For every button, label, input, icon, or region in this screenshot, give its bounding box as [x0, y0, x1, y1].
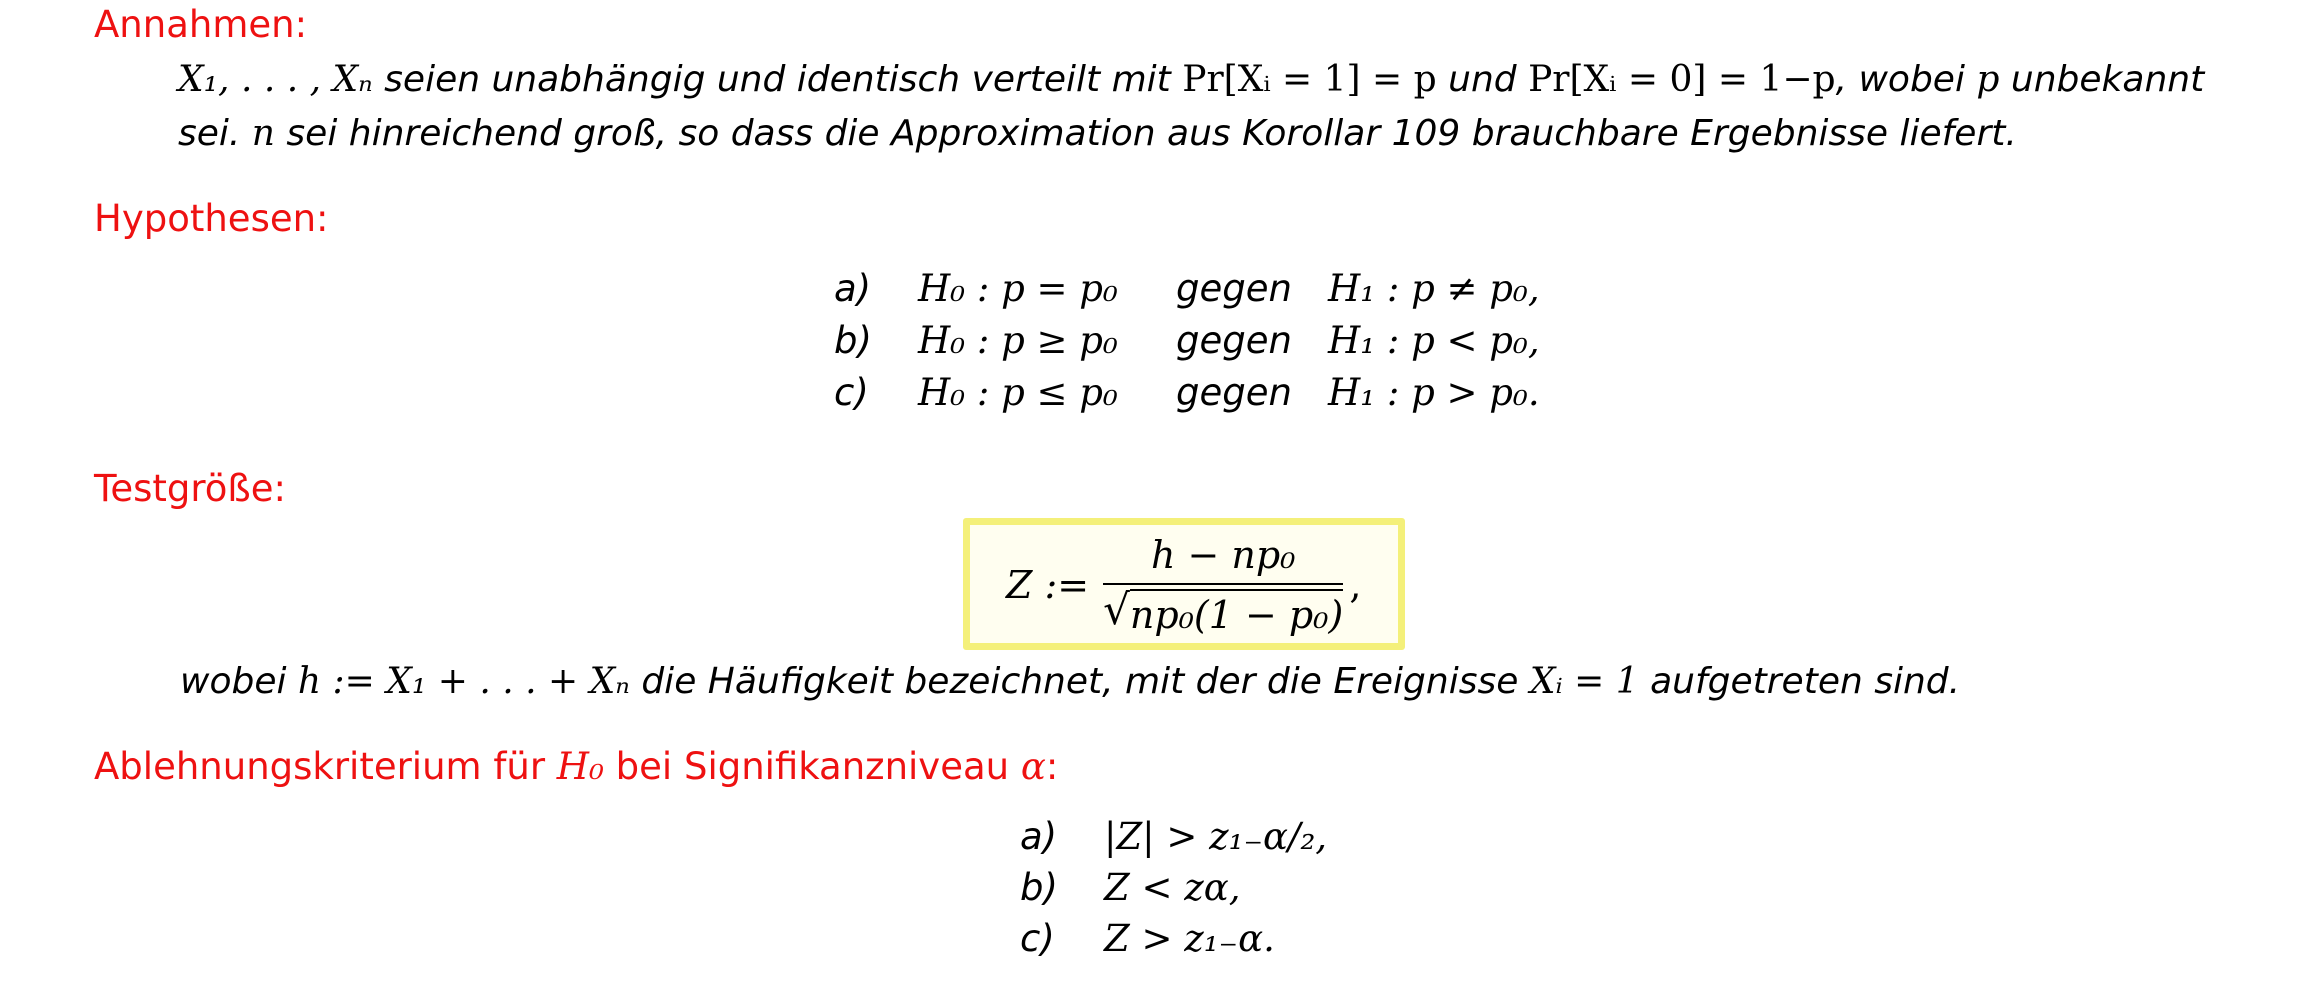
alt-hypothesis: H₁ : p > p₀. — [1328, 371, 1540, 414]
math-variables: X₁, . . . , Xₙ — [178, 59, 373, 100]
hypothesis-row-b — [834, 319, 1540, 374]
math-event: Xᵢ = 1 — [1529, 661, 1639, 702]
test-statistic-box — [963, 518, 1405, 650]
hypothesis-row-a — [834, 267, 1540, 322]
criterion-expression: |Z| > z₁₋α/₂, — [1104, 815, 1328, 858]
heading-testgroesse: Testgröße: — [94, 467, 286, 510]
row-label: a) — [834, 267, 872, 310]
fraction-denominator — [1103, 585, 1343, 637]
gegen-text: gegen — [1176, 267, 1292, 310]
row-label: b) — [1020, 866, 1058, 909]
text: , wobei — [1835, 59, 1977, 100]
annahmen-line-2 — [178, 113, 2017, 154]
annahmen-line-1 — [178, 59, 2205, 100]
formula-lhs: Z := — [1006, 563, 1090, 607]
heading-hypothesen: Hypothesen: — [94, 197, 329, 240]
text: seien unabhängig und identisch verteilt mit — [372, 59, 1183, 100]
text: wobei — [180, 661, 298, 702]
sqrt-icon: √ — [1103, 585, 1130, 634]
rejection-criteria — [1020, 815, 1328, 971]
gegen-text: gegen — [1176, 319, 1292, 362]
hypothesis-row-c — [834, 371, 1540, 426]
row-label: c) — [1020, 917, 1055, 960]
math-p: p — [1976, 59, 2000, 100]
math-pr-zero: Pr[Xᵢ = 0] = 1−p — [1528, 59, 1836, 100]
row-label: c) — [834, 371, 869, 414]
testgroesse-explanation — [180, 661, 1961, 702]
sqrt-radicand: np₀(1 − p₀) — [1130, 589, 1343, 637]
null-hypothesis: H₀ : p ≥ p₀ — [918, 319, 1118, 362]
test-statistic-formula — [1006, 535, 1361, 635]
alt-hypothesis: H₁ : p ≠ p₀, — [1328, 267, 1540, 310]
text: aufgetreten sind. — [1638, 661, 1961, 702]
heading-h0: H₀ — [556, 745, 604, 788]
criterion-row-b — [1020, 866, 1327, 920]
criterion-expression: Z > z₁₋α. — [1104, 917, 1275, 960]
criterion-row-c — [1020, 917, 1327, 971]
fraction — [1103, 533, 1343, 637]
heading-text: bei Signifikanzniveau — [603, 745, 1021, 788]
text: die Häufigkeit bezeichnet, mit der die Ereignisse — [629, 661, 1530, 702]
fraction-numerator: h − np₀ — [1150, 533, 1296, 577]
math-h-definition: h := X₁ + . . . + Xₙ — [297, 661, 630, 702]
hypotheses-table — [834, 267, 1540, 426]
heading-annahmen: Annahmen: — [94, 3, 308, 46]
criterion-expression: Z < zα, — [1104, 866, 1241, 909]
row-label: b) — [834, 319, 872, 362]
alt-hypothesis: H₁ : p < p₀, — [1328, 319, 1540, 362]
text: und — [1436, 59, 1529, 100]
math-n: n — [251, 113, 275, 154]
gegen-text: gegen — [1176, 371, 1292, 414]
formula-trailing: , — [1349, 563, 1362, 607]
row-label: a) — [1020, 815, 1058, 858]
null-hypothesis: H₀ : p ≤ p₀ — [918, 371, 1118, 414]
text: sei. — [178, 113, 252, 154]
criterion-row-a — [1020, 815, 1328, 869]
math-pr-one: Pr[Xᵢ = 1] = p — [1182, 59, 1437, 100]
text: unbekannt — [1999, 59, 2205, 100]
heading-text: : — [1045, 745, 1059, 788]
null-hypothesis: H₀ : p = p₀ — [918, 267, 1118, 310]
text: sei hinreichend groß, so dass die Approximation aus Korollar 109 brauchbare Ergebnisse liefert. — [274, 113, 2017, 154]
heading-alpha: α — [1020, 745, 1046, 788]
heading-ablehnungskriterium — [94, 745, 1059, 788]
heading-text: Ablehnungskriterium für — [94, 745, 557, 788]
